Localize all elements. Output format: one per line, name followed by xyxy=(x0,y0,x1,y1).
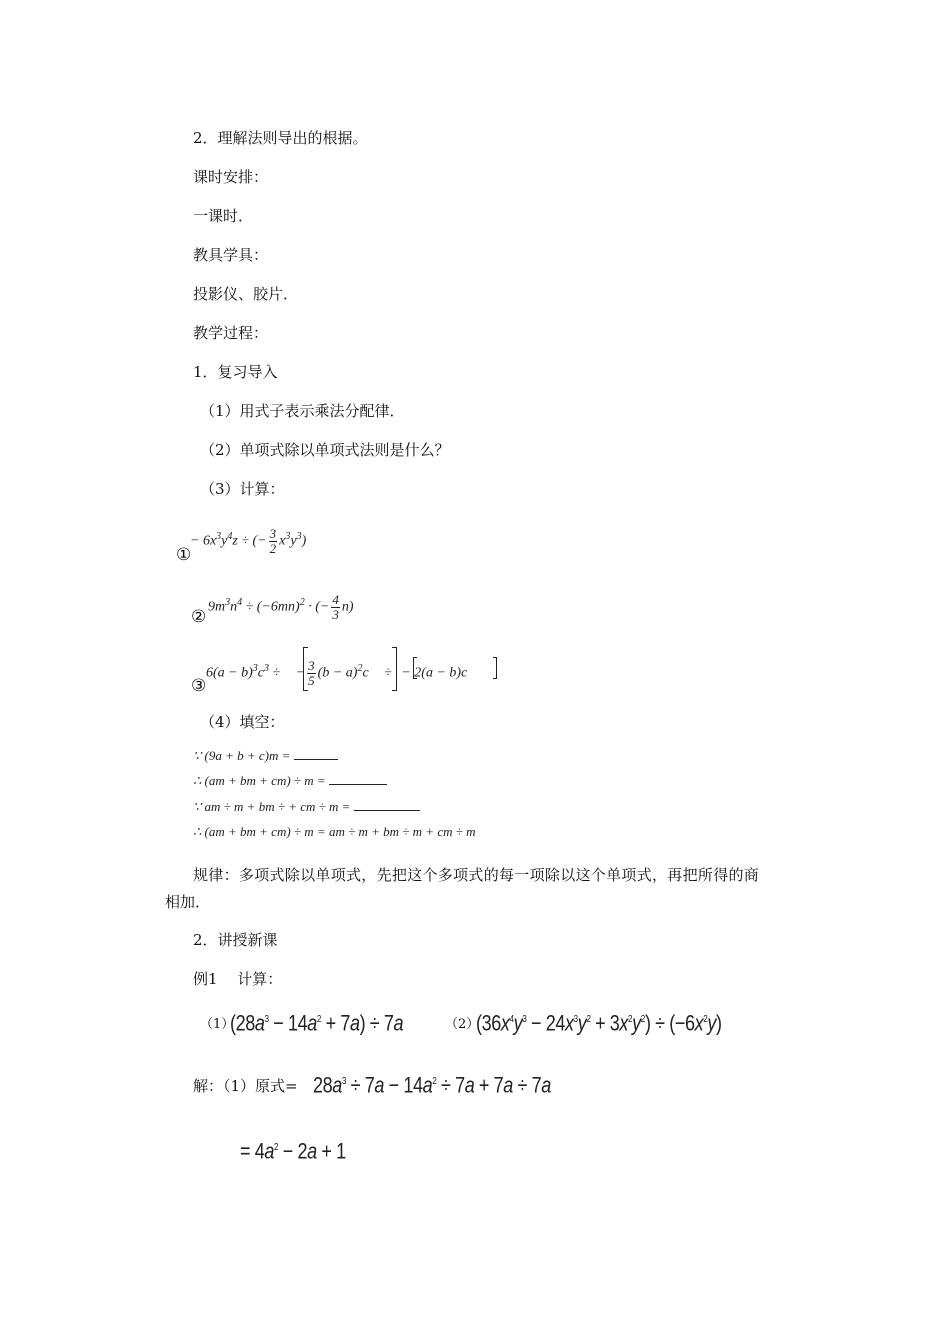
tools-value: 投影仪、胶片． xyxy=(193,285,299,303)
fill-text-4: ∴ (am + bm + cm) ÷ m = am ÷ m + bm ÷ m + cm ÷ m xyxy=(193,824,476,839)
example-1-label: 例1 计算： xyxy=(193,970,283,988)
marker-1: ① xyxy=(176,545,192,565)
expression-1: − $6x^3y^4z$ ÷ (− $\frac{3}{2}$ $x^3y^3$) xyxy=(190,525,307,556)
blank-2[interactable] xyxy=(329,772,387,785)
solution-result: = $4a^2 - 2a + 1$ xyxy=(240,1138,346,1164)
step-1-review: 1．复习导入 xyxy=(193,363,278,381)
marker-3: ③ xyxy=(191,676,207,696)
question-1: （1）用式子表示乘法分配律． xyxy=(200,402,405,420)
example-expression-1: $(28a^3 - 14a^2 + 7a) \div 7a$ xyxy=(230,1010,404,1036)
schedule-value: 一课时． xyxy=(193,207,254,225)
example-part-1-num: （1） xyxy=(200,1017,235,1032)
solution-expression-1: $28a^3 \div 7a - 14a^2 \div 7a + 7a \div 7a$ xyxy=(313,1072,551,1098)
bracket-left-2 xyxy=(413,657,417,679)
step-2-new-lesson: 2．讲授新课 xyxy=(193,931,278,949)
rule-line-2: 相加． xyxy=(165,893,211,911)
fill-line-3 xyxy=(193,798,420,815)
fill-text-1: ∵ (9a + b + c)m = xyxy=(193,748,291,763)
heading-tools: 教具学具： xyxy=(193,246,269,264)
fill-text-2: ∴ (am + bm + cm) ÷ m = xyxy=(193,773,326,788)
blank-3[interactable] xyxy=(354,798,420,811)
blank-1[interactable] xyxy=(294,747,338,760)
bracket-left-1 xyxy=(303,647,308,691)
example-expression-2: $(36x^4y^3 - 24x^3y^2 + 3x^2y^2) \div (-6x^2y)$ xyxy=(476,1010,722,1036)
rule-line-1: 规律：多项式除以单项式，先把这个多项式的每一项除以这个单项式，再把所得的商 xyxy=(193,866,760,884)
bracket-right-2 xyxy=(493,657,497,679)
expression-3: $6(a - b)^3c^3$ ÷ − $\frac{3}{5}$ $(b - a)^2c$ ÷ − 2(a − b)c xyxy=(206,657,468,688)
example-part-2-num: （2） xyxy=(445,1017,480,1032)
question-4: （4）填空： xyxy=(200,713,285,731)
fill-text-3: ∵ am ÷ m + bm ÷ + cm ÷ m = xyxy=(193,799,351,814)
solution-label: 解：（1）原式= xyxy=(193,1077,298,1095)
expression-2: $9m^3n^4 \div (-6mn)^2$ · (− $\frac{4}{3}$ n) xyxy=(208,591,354,622)
fill-line-4 xyxy=(193,824,476,840)
marker-2: ② xyxy=(191,607,207,627)
heading-schedule: 课时安排： xyxy=(193,168,269,186)
fill-line-2 xyxy=(193,772,387,789)
question-3: （3）计算： xyxy=(200,480,285,498)
bracket-right-1 xyxy=(392,647,397,691)
objective-2: 2．理解法则导出的根据。 xyxy=(193,129,368,147)
question-2: （2）单项式除以单项式法则是什么？ xyxy=(200,441,450,459)
fill-line-1 xyxy=(193,747,338,764)
heading-process: 教学过程： xyxy=(193,324,269,342)
